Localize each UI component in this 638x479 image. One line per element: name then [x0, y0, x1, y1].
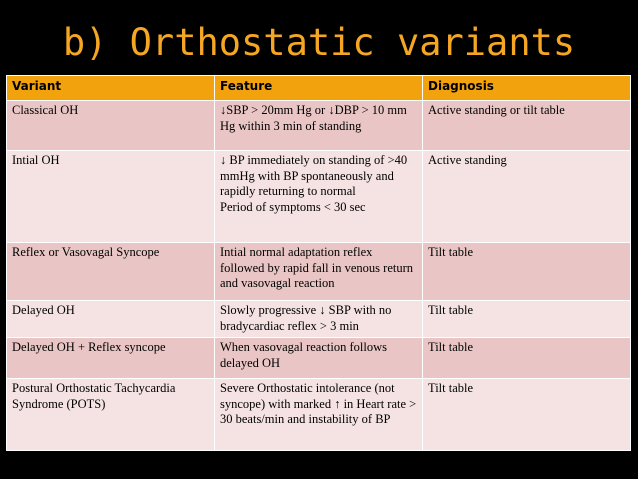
feature-cell: Slowly progressive ↓ SBP with no bradycardiac reflex > 3 min — [215, 301, 423, 338]
header-variant: Variant — [7, 76, 215, 101]
variants-table — [6, 75, 631, 451]
feature-cell: Severe Orthostatic intolerance (not syncope) with marked ↑ in Heart rate > 30 beats/min and instability of BP — [215, 379, 423, 451]
diagnosis-cell: Tilt table — [423, 379, 631, 451]
variant-cell: Classical OH — [7, 101, 215, 151]
table-row — [7, 379, 631, 451]
table-row — [7, 243, 631, 301]
variant-cell: Reflex or Vasovagal Syncope — [7, 243, 215, 301]
table-row — [7, 301, 631, 338]
feature-text: ↓ BP immediately on standing of >40 mmHg with BP spontaneously and rapidly returning to normal — [220, 153, 408, 199]
feature-cell: When vasovagal reaction follows delayed OH — [215, 338, 423, 379]
table-row — [7, 151, 631, 243]
slide-title: b) Orthostatic variants — [62, 21, 576, 64]
diagnosis-cell: Active standing — [423, 151, 631, 243]
diagnosis-cell: Tilt table — [423, 301, 631, 338]
feature-cell: ↓SBP > 20mm Hg or ↓DBP > 10 mm Hg within 3 min of standing — [215, 101, 423, 151]
feature-extra-text: Period of symptoms < 30 sec — [220, 199, 366, 214]
variant-cell: Intial OH — [7, 151, 215, 243]
diagnosis-cell: Tilt table — [423, 243, 631, 301]
diagnosis-cell: Tilt table — [423, 338, 631, 379]
variant-cell: Postural Orthostatic Tachycardia Syndrome (POTS) — [7, 379, 215, 451]
feature-cell: Intial normal adaptation reflex followed by rapid fall in venous return and vasovagal reaction — [215, 243, 423, 301]
diagnosis-cell: Active standing or tilt table — [423, 101, 631, 151]
feature-cell — [215, 151, 423, 243]
variant-cell: Delayed OH + Reflex syncope — [7, 338, 215, 379]
table-header-row — [7, 76, 631, 101]
header-diagnosis: Diagnosis — [423, 76, 631, 101]
table-row — [7, 101, 631, 151]
header-feature: Feature — [215, 76, 423, 101]
table-row — [7, 338, 631, 379]
variant-cell: Delayed OH — [7, 301, 215, 338]
